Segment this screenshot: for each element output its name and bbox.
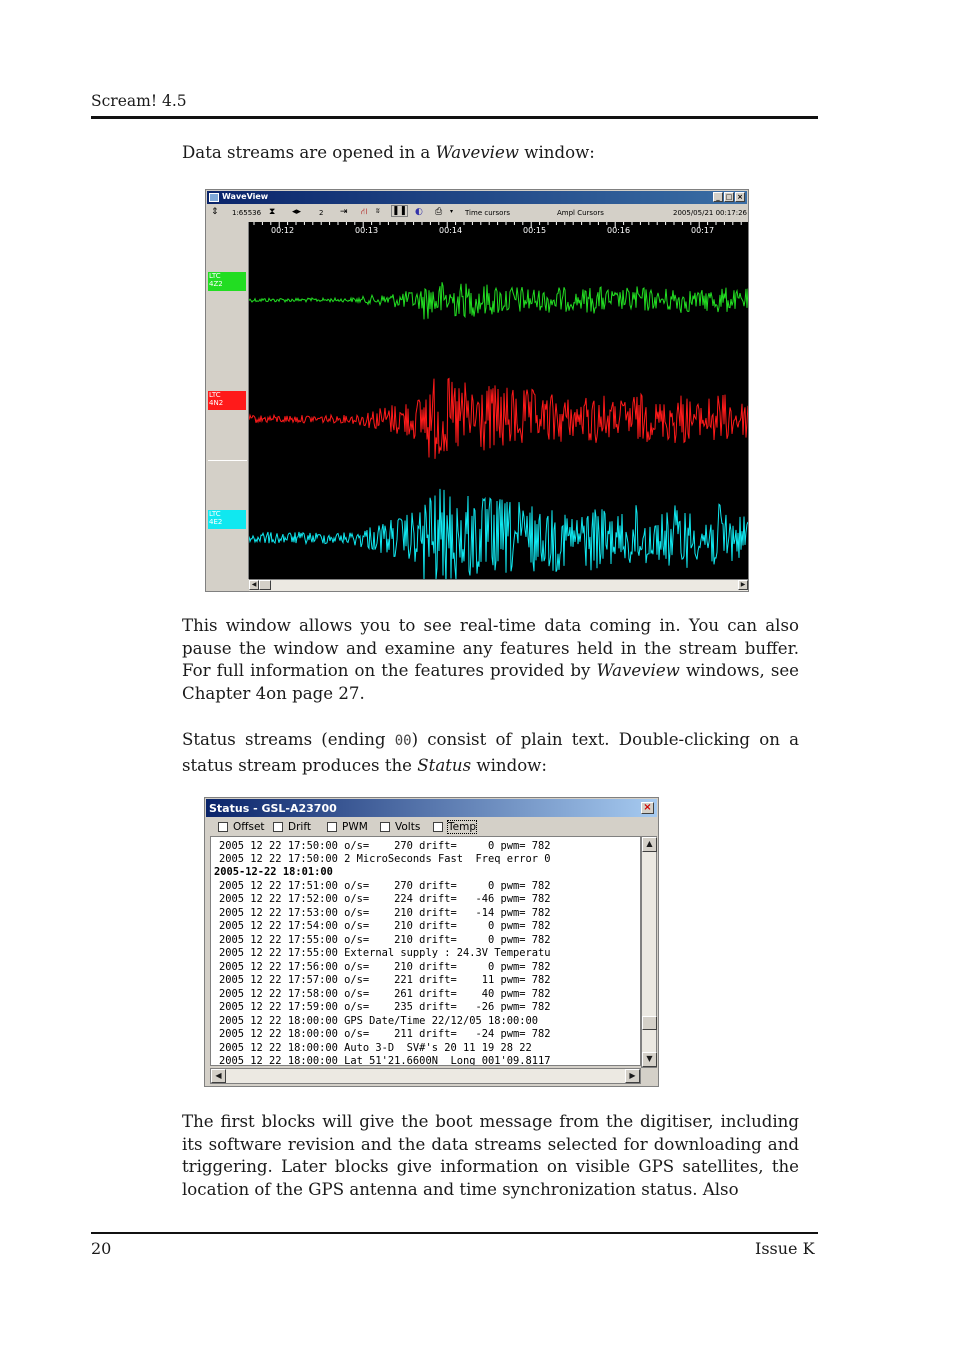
para1-text-2: windows, see Chapter 4on page 27. bbox=[182, 661, 799, 703]
status-window bbox=[204, 797, 659, 1087]
scroll-right-icon[interactable]: ▶ bbox=[738, 580, 748, 590]
checkbox-icon[interactable] bbox=[327, 822, 337, 832]
fit-icon[interactable]: ⇥ bbox=[340, 207, 348, 217]
option-temp[interactable] bbox=[433, 821, 476, 833]
waveview-title: WaveView bbox=[222, 192, 269, 201]
time-cursors-label[interactable]: Time cursors bbox=[465, 209, 510, 217]
option-offset-label: Offset bbox=[233, 821, 265, 833]
log-line: 2005 12 22 17:52:00 o/s= 224 drift= -46 pwm= 782 bbox=[219, 893, 551, 905]
log-line: 2005 12 22 17:51:00 o/s= 270 drift= 0 pwm= 782 bbox=[219, 880, 551, 892]
ampl-cursors-label[interactable]: Ampl Cursors bbox=[557, 209, 604, 217]
checkbox-icon[interactable] bbox=[380, 822, 390, 832]
gain-value: 2 bbox=[319, 209, 324, 217]
time-label: 00:14 bbox=[439, 226, 463, 235]
time-label: 00:17 bbox=[691, 226, 715, 235]
scroll-left-icon[interactable]: ◀ bbox=[211, 1069, 226, 1083]
paragraph-waveview bbox=[182, 615, 799, 705]
log-line-date: 2005-12-22 18:01:00 bbox=[214, 866, 333, 878]
waveform-trace-2 bbox=[249, 379, 748, 459]
running-title: Scream! 4.5 bbox=[91, 92, 187, 110]
close-icon[interactable]: × bbox=[735, 192, 745, 202]
channel-label-z[interactable] bbox=[208, 272, 246, 291]
print-icon[interactable]: ⎙ bbox=[435, 207, 443, 217]
paragraph-boot-blocks: The first blocks will give the boot message from the digitiser, including its software revision and the data streams selected for downloading and triggering. Later blocks give information on visible GPS satellites, the location of the GPS antenna and time synchronization status. Also bbox=[182, 1112, 799, 1199]
waveview-window bbox=[205, 189, 749, 592]
option-pwm-label: PWM bbox=[342, 821, 368, 833]
zoom-vertical-icon[interactable]: ⧗ bbox=[269, 207, 276, 217]
waveview-timestamp: 2005/05/21 00:17:26 bbox=[673, 209, 748, 217]
footer-rule bbox=[91, 1232, 818, 1234]
waveview-titlebar bbox=[207, 191, 747, 204]
checkbox-icon[interactable] bbox=[433, 822, 443, 832]
checkbox-icon[interactable] bbox=[273, 822, 283, 832]
time-ruler-ticks bbox=[249, 222, 748, 238]
minimize-icon[interactable]: _ bbox=[713, 192, 723, 202]
log-line: 2005 12 22 17:50:00 2 MicroSeconds Fast Freq error 0 bbox=[219, 853, 551, 865]
zoom-horizontal-icon[interactable]: ◂▸ bbox=[292, 207, 302, 217]
status-vscrollbar[interactable] bbox=[641, 836, 657, 1068]
log-line: 2005 12 22 17:55:00 o/s= 210 drift= 0 pwm= 782 bbox=[219, 934, 551, 946]
intro-emph: Waveview bbox=[435, 143, 519, 162]
log-line: 2005 12 22 17:55:00 External supply : 24.3V Temperatu bbox=[219, 947, 551, 959]
para1-emph: Waveview bbox=[596, 661, 680, 680]
pause-icon[interactable]: ❚❚ bbox=[392, 206, 408, 216]
waveview-hscrollbar[interactable] bbox=[249, 579, 748, 591]
scroll-left-icon[interactable]: ◀ bbox=[249, 580, 259, 590]
paragraph-status bbox=[182, 728, 799, 777]
channel-n-line1: LTC bbox=[209, 391, 221, 399]
option-pwm[interactable] bbox=[327, 821, 368, 833]
log-line: 2005 12 22 17:58:00 o/s= 261 drift= 40 pwm= 782 bbox=[219, 988, 551, 1000]
filter-icon[interactable]: ʬ bbox=[376, 207, 380, 215]
status-hscrollbar[interactable] bbox=[210, 1068, 641, 1084]
time-label: 00:16 bbox=[607, 226, 631, 235]
print-dropdown-icon[interactable]: ▾ bbox=[450, 208, 454, 215]
channel-z-line1: LTC bbox=[209, 272, 221, 280]
intro-text-1: Data streams are opened in a bbox=[182, 143, 436, 162]
channel-z-line2: 4Z2 bbox=[209, 280, 223, 288]
log-line: 2005 12 22 17:54:00 o/s= 210 drift= 0 pwm= 782 bbox=[219, 920, 551, 932]
waveform-traces bbox=[249, 238, 748, 579]
waveform-trace-1 bbox=[249, 282, 748, 319]
log-line: 2005 12 22 17:50:00 o/s= 270 drift= 0 pwm= 782 bbox=[219, 840, 551, 852]
waveview-toolbar bbox=[207, 205, 747, 222]
status-title: Status - GSL-A23700 bbox=[209, 802, 337, 815]
channel-n-line2: 4N2 bbox=[209, 399, 224, 407]
log-line: 2005 12 22 17:56:00 o/s= 210 drift= 0 pwm= 782 bbox=[219, 961, 551, 973]
intro-paragraph bbox=[182, 142, 799, 165]
option-volts[interactable] bbox=[380, 821, 420, 833]
channel-e-line1: LTC bbox=[209, 510, 221, 518]
time-label: 00:15 bbox=[523, 226, 547, 235]
option-temp-label: Temp bbox=[448, 821, 476, 833]
scale-value: 1:65536 bbox=[232, 209, 262, 217]
scale-updown-icon[interactable]: ⇕ bbox=[211, 207, 219, 217]
waveform-trace-3 bbox=[249, 489, 748, 579]
option-offset[interactable] bbox=[218, 821, 265, 833]
scroll-thumb[interactable] bbox=[642, 1016, 657, 1030]
scroll-up-icon[interactable]: ▲ bbox=[642, 837, 657, 852]
channel-label-n[interactable] bbox=[208, 391, 246, 410]
waveform-plot[interactable] bbox=[249, 238, 748, 579]
para2-emph: Status bbox=[417, 755, 472, 775]
log-line: 2005 12 22 17:59:00 o/s= 235 drift= -26 pwm= 782 bbox=[219, 1001, 551, 1013]
para2-text-3: window: bbox=[471, 755, 547, 775]
option-drift-label: Drift bbox=[288, 821, 311, 833]
option-volts-label: Volts bbox=[395, 821, 421, 833]
close-icon[interactable]: × bbox=[641, 802, 654, 814]
status-options bbox=[206, 818, 657, 835]
status-log[interactable] bbox=[210, 836, 641, 1066]
issue-label: Issue K bbox=[755, 1239, 815, 1258]
option-drift[interactable] bbox=[273, 821, 311, 833]
time-label: 00:13 bbox=[355, 226, 379, 235]
spectrum-icon[interactable]: ◐ bbox=[415, 207, 423, 217]
intro-text-2: window: bbox=[519, 143, 595, 162]
pick-icon[interactable]: ⛙ bbox=[361, 207, 368, 217]
time-label: 00:12 bbox=[271, 226, 295, 235]
log-line: 2005 12 22 18:00:00 Auto 3-D SV#'s 20 11 19 28 22 bbox=[219, 1042, 532, 1054]
scroll-down-icon[interactable]: ▼ bbox=[642, 1052, 657, 1067]
scroll-thumb[interactable] bbox=[259, 580, 271, 590]
para2-text-1: Status streams (ending bbox=[182, 730, 395, 749]
log-line: 2005 12 22 18:00:00 Lat 51'21.6600N Long 001'09.8117 bbox=[219, 1055, 551, 1066]
log-line: 2005 12 22 18:00:00 o/s= 211 drift= -24 pwm= 782 bbox=[219, 1028, 551, 1040]
log-line: 2005 12 22 18:00:00 GPS Date/Time 22/12/05 18:00:00 bbox=[219, 1015, 539, 1027]
channel-label-e[interactable] bbox=[208, 510, 246, 529]
time-ruler bbox=[249, 222, 748, 238]
page-number: 20 bbox=[91, 1239, 112, 1258]
header-rule bbox=[91, 116, 818, 119]
checkbox-icon[interactable] bbox=[218, 822, 228, 832]
channel-e-line2: 4E2 bbox=[209, 518, 223, 526]
log-line: 2005 12 22 17:57:00 o/s= 221 drift= 11 pwm= 782 bbox=[219, 974, 551, 986]
status-titlebar bbox=[206, 799, 657, 817]
maximize-icon[interactable]: □ bbox=[725, 193, 733, 201]
app-icon bbox=[209, 193, 219, 202]
scroll-right-icon[interactable]: ▶ bbox=[625, 1069, 640, 1083]
para2-text-2: ) consist of plain text. Double-clicking on a status stream produces the bbox=[182, 730, 799, 775]
log-line: 2005 12 22 17:53:00 o/s= 210 drift= -14 pwm= 782 bbox=[219, 907, 551, 919]
para1-text-1: This window allows you to see real-time data coming in. You can also pause the window and examine any features held in the stream buffer. For full information on the features provided by bbox=[182, 616, 799, 680]
para2-code: 00 bbox=[394, 733, 412, 749]
